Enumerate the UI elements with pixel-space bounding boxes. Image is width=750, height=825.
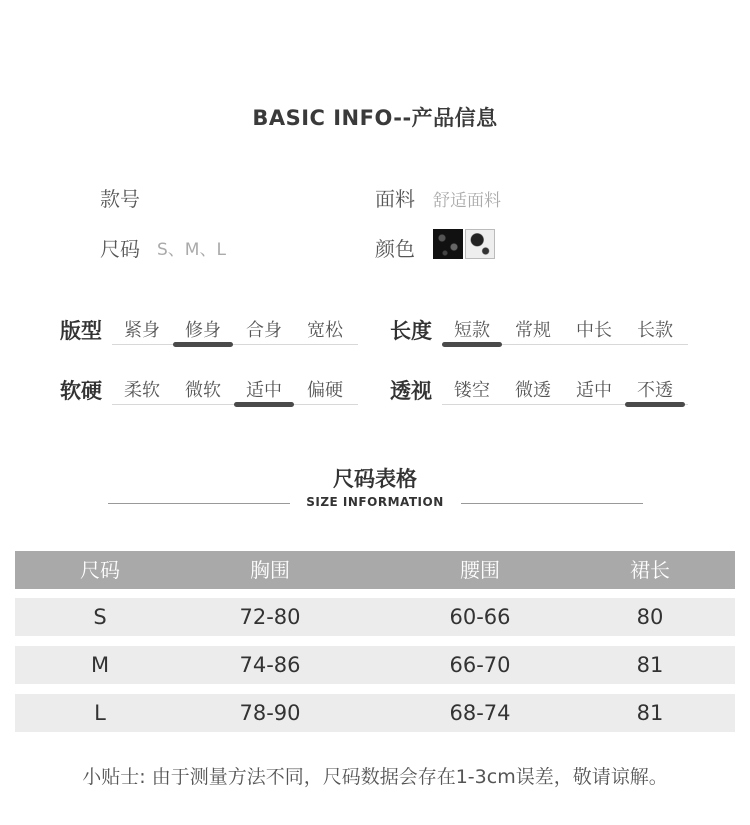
fabric-label: 面料 <box>375 187 415 211</box>
fit-option: 修身 <box>185 320 221 341</box>
size-chart-title: 尺码表格 <box>333 467 417 491</box>
table-cell: 60-66 <box>449 605 511 629</box>
header-cell: 尺码 <box>80 558 120 582</box>
table-cell: 78-90 <box>239 701 301 725</box>
transparency-label: 透视 <box>390 379 432 403</box>
table-cell: 66-70 <box>449 653 511 677</box>
length-selected-indicator <box>442 342 502 347</box>
measurement-tip: 小贴士: 由于测量方法不同，尺码数据会存在1-3cm误差，敬请谅解。 <box>82 766 668 788</box>
fit-option: 紧身 <box>124 320 160 341</box>
fit-option: 宽松 <box>307 320 343 341</box>
fit-selected-indicator <box>173 342 233 347</box>
divider-right <box>461 503 643 504</box>
fit-label: 版型 <box>60 319 102 343</box>
table-row <box>15 598 735 636</box>
transparency-option: 微透 <box>515 380 551 401</box>
header-cell: 腰围 <box>460 558 500 582</box>
transparency-option: 不透 <box>637 380 673 401</box>
fit-option: 合身 <box>246 320 282 341</box>
fit-underline <box>112 344 358 345</box>
color-label: 颜色 <box>375 237 415 261</box>
style-no-label: 款号 <box>100 187 140 211</box>
length-option: 短款 <box>454 320 490 341</box>
divider-left <box>108 503 290 504</box>
table-cell: M <box>90 653 110 677</box>
color-swatch-black[interactable] <box>433 229 463 259</box>
size-value: S、M、L <box>157 240 226 260</box>
header-cell: 裙长 <box>630 558 670 582</box>
size-chart-subtitle: SIZE INFORMATION <box>306 495 444 509</box>
softness-option: 微软 <box>185 380 221 401</box>
table-cell: 81 <box>636 653 664 677</box>
transparency-option: 镂空 <box>454 380 490 401</box>
table-row <box>15 694 735 732</box>
table-cell: 72-80 <box>239 605 301 629</box>
header-cell: 胸围 <box>250 558 290 582</box>
softness-selected-indicator <box>234 402 294 407</box>
table-cell: 74-86 <box>239 653 301 677</box>
length-option: 常规 <box>515 320 551 341</box>
table-cell: 68-74 <box>449 701 511 725</box>
size-table-header <box>15 551 735 589</box>
length-option: 中长 <box>576 320 612 341</box>
table-cell: L <box>94 701 106 725</box>
size-label: 尺码 <box>100 237 140 261</box>
softness-option: 柔软 <box>124 380 160 401</box>
length-label: 长度 <box>390 319 432 343</box>
table-cell: 80 <box>636 605 664 629</box>
fabric-value: 舒适面料 <box>433 191 501 211</box>
length-option: 长款 <box>637 320 673 341</box>
softness-label: 软硬 <box>60 379 102 403</box>
table-cell: 81 <box>636 701 664 725</box>
softness-option: 偏硬 <box>307 380 343 401</box>
table-cell: S <box>93 605 107 629</box>
transparency-selected-indicator <box>625 402 685 407</box>
softness-option: 适中 <box>246 380 282 401</box>
color-swatch-print[interactable] <box>465 229 495 259</box>
page-title: BASIC INFO--产品信息 <box>252 106 498 130</box>
transparency-option: 适中 <box>576 380 612 401</box>
table-row <box>15 646 735 684</box>
